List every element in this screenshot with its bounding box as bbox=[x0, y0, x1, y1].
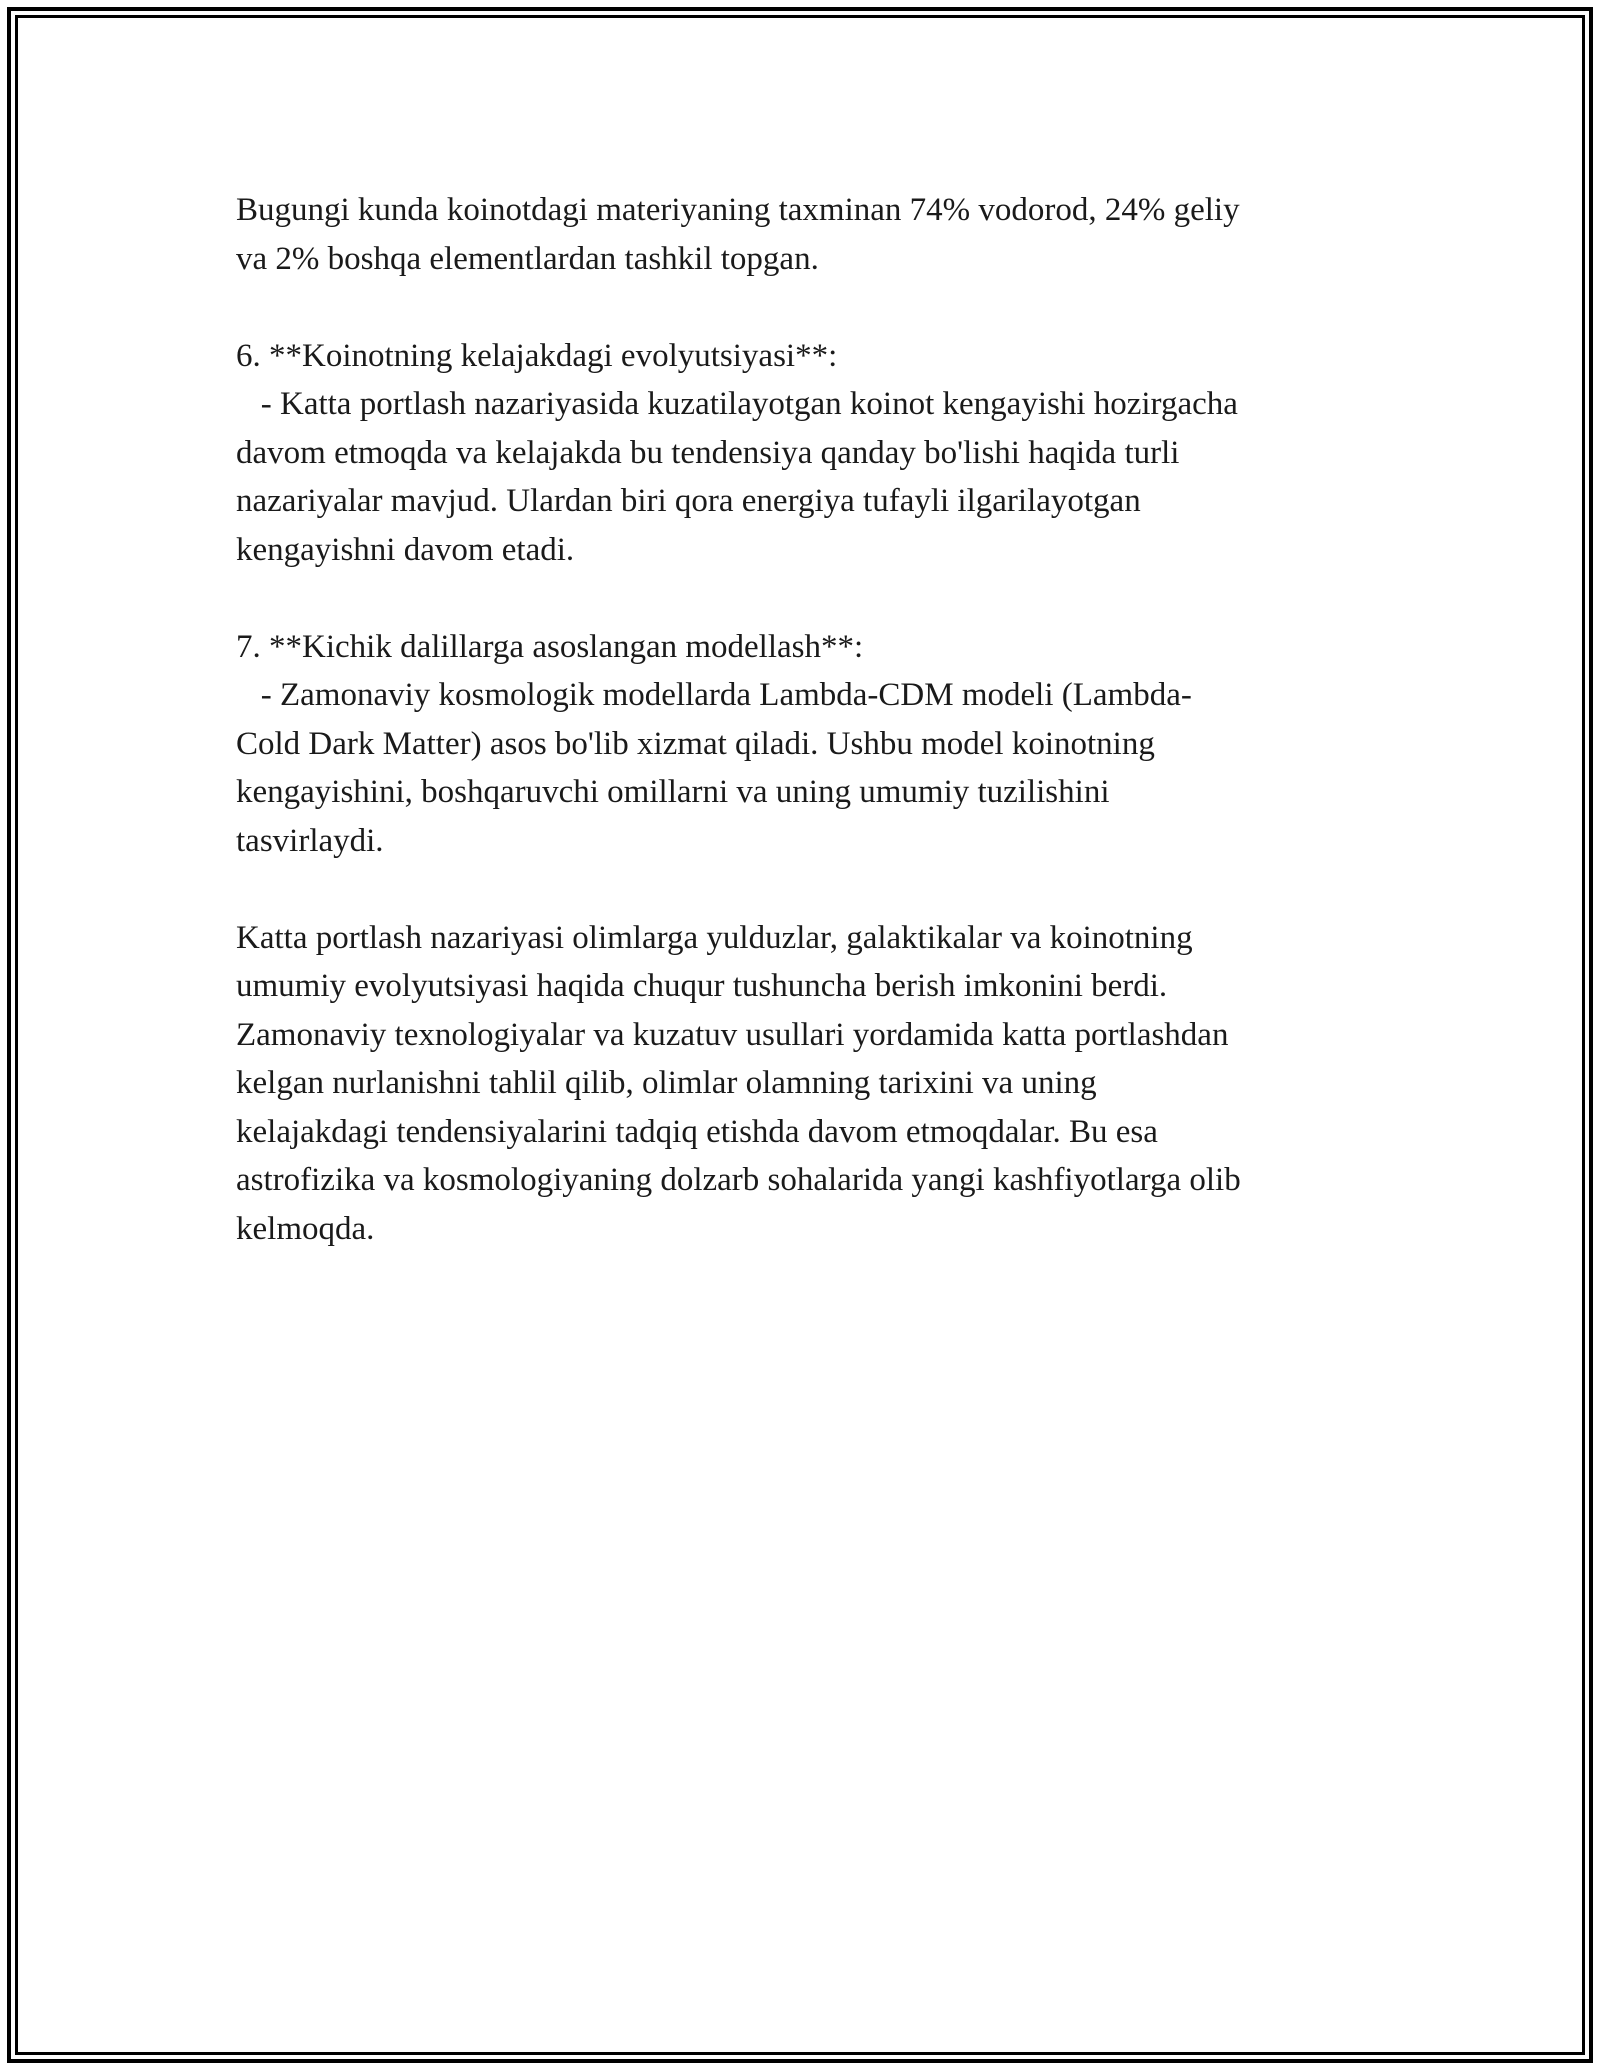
text-line: Cold Dark Matter) asos bo'lib xizmat qiladi. Ushbu model koinotning bbox=[236, 725, 1155, 762]
text-line: Bugungi kunda koinotdagi materiyaning taxminan 74% vodorod, 24% geliy bbox=[236, 192, 1240, 228]
section-6 bbox=[236, 332, 1366, 575]
text-line: - Zamonaviy kosmologik modellarda Lambda-CDM modeli (Lambda- bbox=[236, 677, 1192, 713]
section-7-heading: 7. **Kichik dalillarga asoslangan modellash**: bbox=[236, 628, 864, 665]
section-6-heading: 6. **Koinotning kelajakdagi evolyutsiyasi**: bbox=[236, 337, 838, 374]
paragraph-conclusion bbox=[236, 914, 1366, 1254]
paragraph-spacer bbox=[236, 283, 1366, 332]
text-line: - Katta portlash nazariyasida kuzatilayotgan koinot kengayishi hozirgacha bbox=[236, 386, 1238, 422]
text-line: davom etmoqda va kelajakda bu tendensiya qanday bo'lishi haqida turli bbox=[236, 434, 1180, 471]
text-line: kelmoqda. bbox=[236, 1210, 375, 1247]
text-line: va 2% boshqa elementlardan tashkil topgan. bbox=[236, 240, 819, 277]
text-line: kelgan nurlanishni tahlil qilib, olimlar olamning tarixini va uning bbox=[236, 1065, 1097, 1101]
text-line: kengayishni davom etadi. bbox=[236, 531, 575, 568]
text-line: Katta portlash nazariyasi olimlarga yulduzlar, galaktikalar va koinotning bbox=[236, 919, 1193, 956]
text-line: astrofizika va kosmologiyaning dolzarb sohalarida yangi kashfiyotlarga olib bbox=[236, 1162, 1241, 1198]
document-body bbox=[236, 186, 1366, 1253]
text-line: kelajakdagi tendensiyalarini tadqiq etishda davom etmoqdalar. Bu esa bbox=[236, 1113, 1158, 1150]
text-line: tasvirlaydi. bbox=[236, 822, 384, 859]
text-line: kengayishini, boshqaruvchi omillarni va uning umumiy tuzilishini bbox=[236, 774, 1110, 810]
paragraph-intro bbox=[236, 186, 1366, 283]
section-7 bbox=[236, 623, 1366, 866]
text-line: nazariyalar mavjud. Ulardan biri qora energiya tufayli ilgarilayotgan bbox=[236, 483, 1141, 519]
text-line: umumiy evolyutsiyasi haqida chuqur tushuncha berish imkonini berdi. bbox=[236, 968, 1168, 1004]
text-line: Zamonaviy texnologiyalar va kuzatuv usullari yordamida katta portlashdan bbox=[236, 1016, 1229, 1053]
paragraph-spacer bbox=[236, 574, 1366, 623]
paragraph-spacer bbox=[236, 865, 1366, 914]
